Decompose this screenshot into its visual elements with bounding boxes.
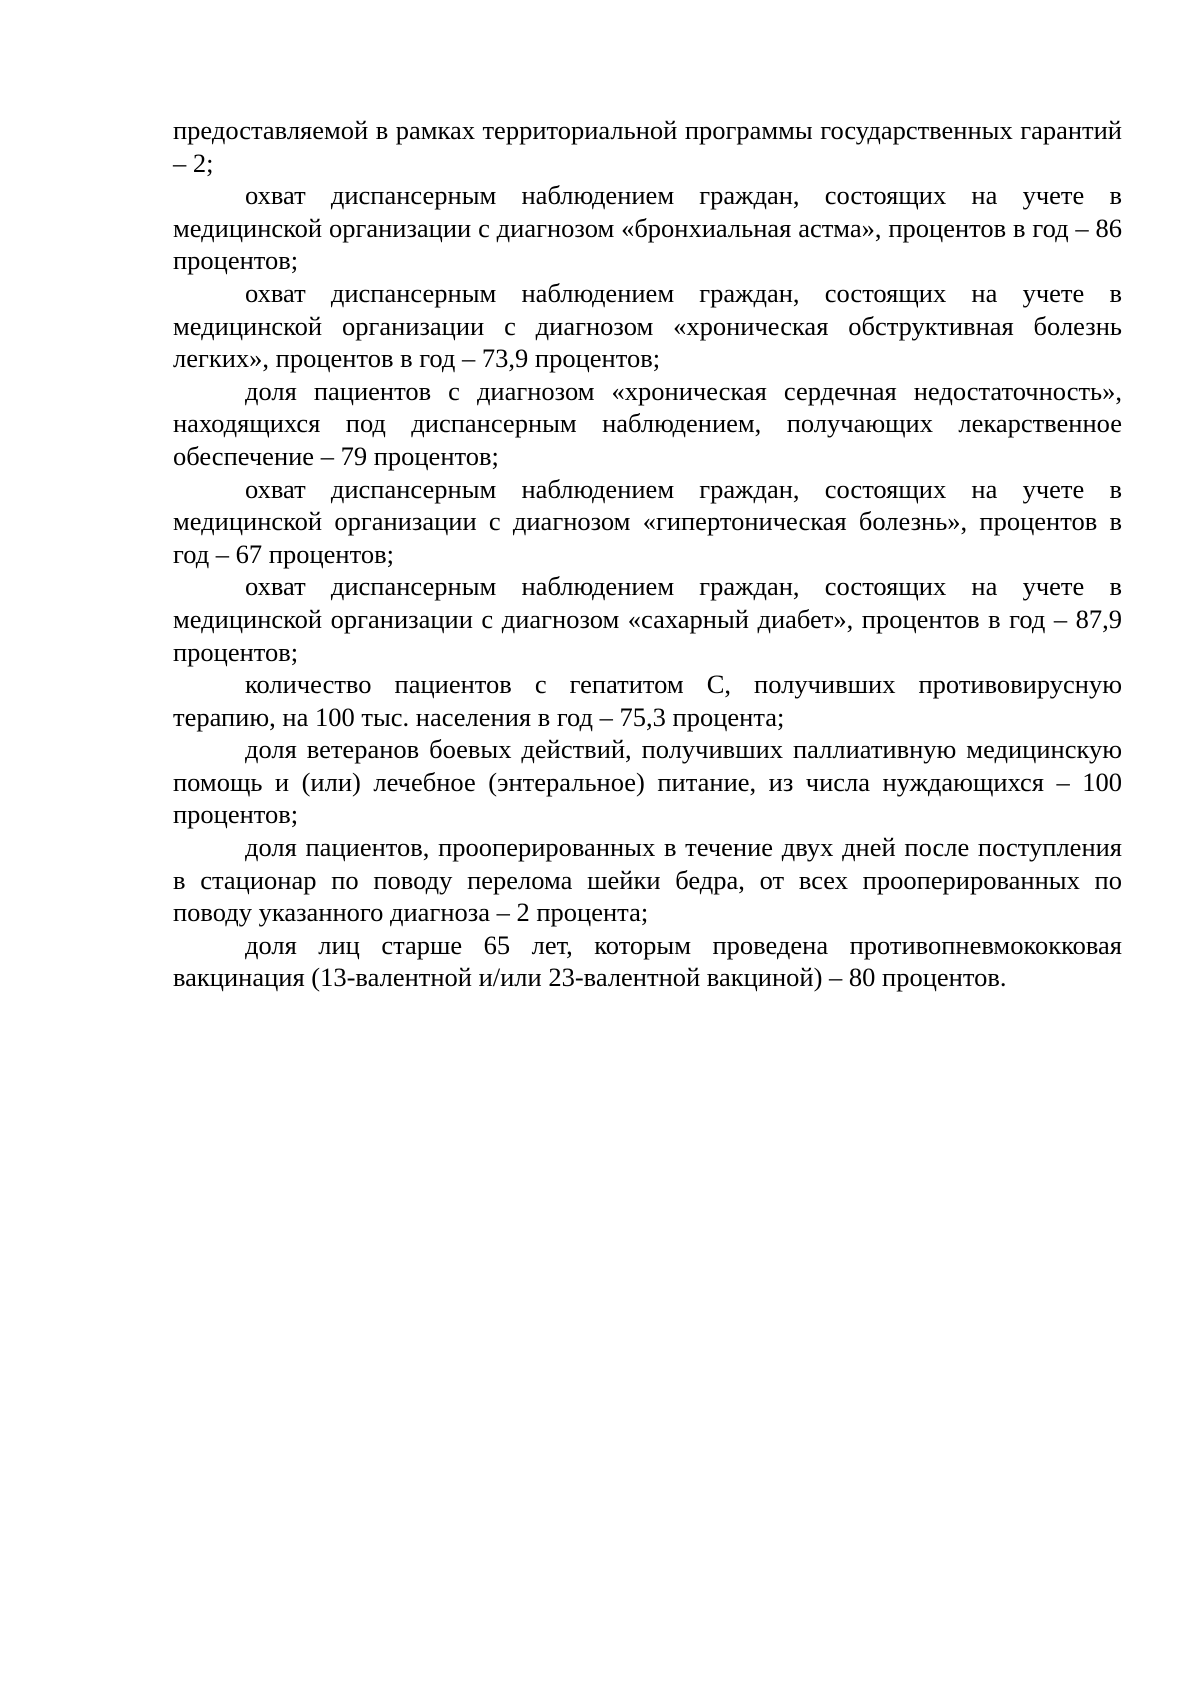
paragraph-heart-failure: доля пациентов с диагнозом «хроническая сердечная недостаточность», находящихся под диспансерным наблюдением, получающих лекарственное обеспечение – 79 процентов;: [173, 375, 1122, 471]
paragraph-veterans: доля ветеранов боевых действий, получивших паллиативную медицинскую помощь и (или) лечебное (энтеральное) питание, из числа нуждающихся – 100 процентов;: [173, 734, 1122, 830]
paragraph-hypertension: охват диспансерным наблюдением граждан, состоящих на учете в медицинской организации с диагнозом «гипертоническая болезнь», процентов в год – 67 процентов;: [173, 473, 1122, 569]
paragraph-hip-fracture: доля пациентов, прооперированных в течение двух дней после поступления в стационар по поводу перелома шейки бедра, от всех прооперированных по поводу указанного диагноза – 2 процента;: [173, 832, 1122, 928]
paragraph-hepatitis-c: количество пациентов с гепатитом С, получивших противовирусную терапию, на 100 тыс. населения в год – 75,3 процента;: [173, 669, 1122, 732]
paragraph-vaccination: доля лиц старше 65 лет, которым проведена противопневмококковая вакцинация (13-валентной и/или 23-валентной вакциной) – 80 процентов.: [173, 929, 1122, 993]
paragraph-copd: охват диспансерным наблюдением граждан, состоящих на учете в медицинской организации с диагнозом «хроническая обструктивная болезнь легких», процентов в год – 73,9 процентов;: [173, 277, 1122, 374]
paragraph-continuation: предоставляемой в рамках территориальной программы государственных гарантий – 2;: [173, 115, 1122, 178]
paragraph-diabetes: охват диспансерным наблюдением граждан, состоящих на учете в медицинской организации с диагнозом «сахарный диабет», процентов в год – 87,9 процентов;: [173, 571, 1122, 667]
document-body: [173, 114, 1122, 994]
paragraph-asthma: охват диспансерным наблюдением граждан, состоящих на учете в медицинской организации с диагнозом «бронхиальная астма», процентов в год – 86 процентов;: [173, 180, 1122, 276]
